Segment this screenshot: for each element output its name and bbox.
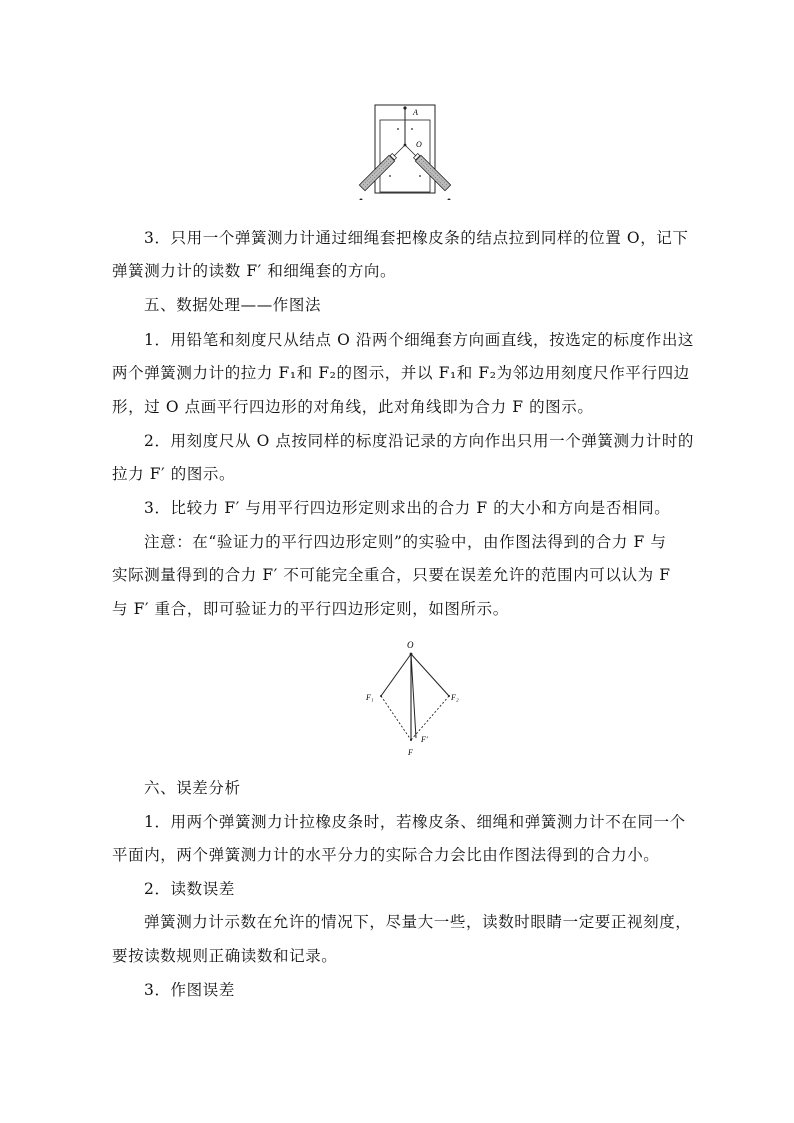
- paragraph-step3-line1: 3．只用一个弹簧测力计通过细绳套把橡皮条的结点拉到同样的位置 O，记下: [144, 229, 689, 247]
- paragraph-e2-line1: 弹簧测力计示数在允许的情况下，尽量大一些，读数时眼睛一定要正视刻度，: [144, 913, 692, 931]
- paragraph-d1-line1: 1．用铅笔和刻度尺从结点 O 沿两个细绳套方向画直线，按选定的标度作出这: [144, 331, 695, 349]
- paragraph-step3-line2: 弹簧测力计的读数 F′ 和细绳套的方向。: [112, 262, 397, 280]
- label-F-prime: F′: [421, 735, 428, 744]
- paragraph-e3-title: 3．作图误差: [144, 981, 235, 999]
- paragraph-d2-line1: 2．用刻度尺从 O 点按同样的标度沿记录的方向作出只用一个弹簧测力计时的: [144, 432, 695, 450]
- parallelogram-figure: [360, 638, 470, 760]
- paragraph-e1-line1: 1．用两个弹簧测力计拉橡皮条时，若橡皮条、细绳和弹簧测力计不在同一个: [144, 813, 686, 831]
- label-F1: F₁: [366, 693, 374, 702]
- section-6-title: 六、误差分析: [144, 779, 241, 797]
- label-A: A: [413, 108, 418, 117]
- paragraph-e2-line2: 要按读数规则正确读数和记录。: [112, 947, 338, 965]
- section-5-title: 五、数据处理——作图法: [144, 296, 322, 314]
- paragraph-note-line3: 与 F′ 重合，即可验证力的平行四边形定则，如图所示。: [112, 600, 509, 618]
- paragraph-d3-line1: 3．比较力 F′ 与用平行四边形定则求出的合力 F 的大小和方向是否相同。: [144, 499, 671, 517]
- paragraph-d2-line2: 拉力 F′ 的图示。: [112, 465, 236, 483]
- apparatus-figure: [350, 100, 460, 200]
- paragraph-note-line2: 实际测量得到的合力 F′ 不可能完全重合，只要在误差允许的范围内可以认为 F: [112, 566, 671, 584]
- paragraph-note-line1: 注意：在“验证力的平行四边形定则”的实验中，由作图法得到的合力 F 与: [144, 533, 667, 551]
- label-F2: F₂: [451, 693, 459, 702]
- paragraph-d1-line2: 两个弹簧测力计的拉力 F₁和 F₂的图示，并以 F₁和 F₂为邻边用刻度尺作平行四边: [112, 364, 690, 382]
- label-O: O: [416, 140, 422, 149]
- paragraph-d1-line3: 形，过 O 点画平行四边形的对角线，此对角线即为合力 F 的图示。: [112, 398, 594, 416]
- paragraph-e2-title: 2．读数误差: [144, 880, 235, 898]
- label-F: F: [408, 748, 413, 757]
- label-O: O: [407, 640, 414, 650]
- paragraph-e1-line2: 平面内，两个弹簧测力计的水平分力的实际合力会比由作图法得到的合力小。: [112, 846, 660, 864]
